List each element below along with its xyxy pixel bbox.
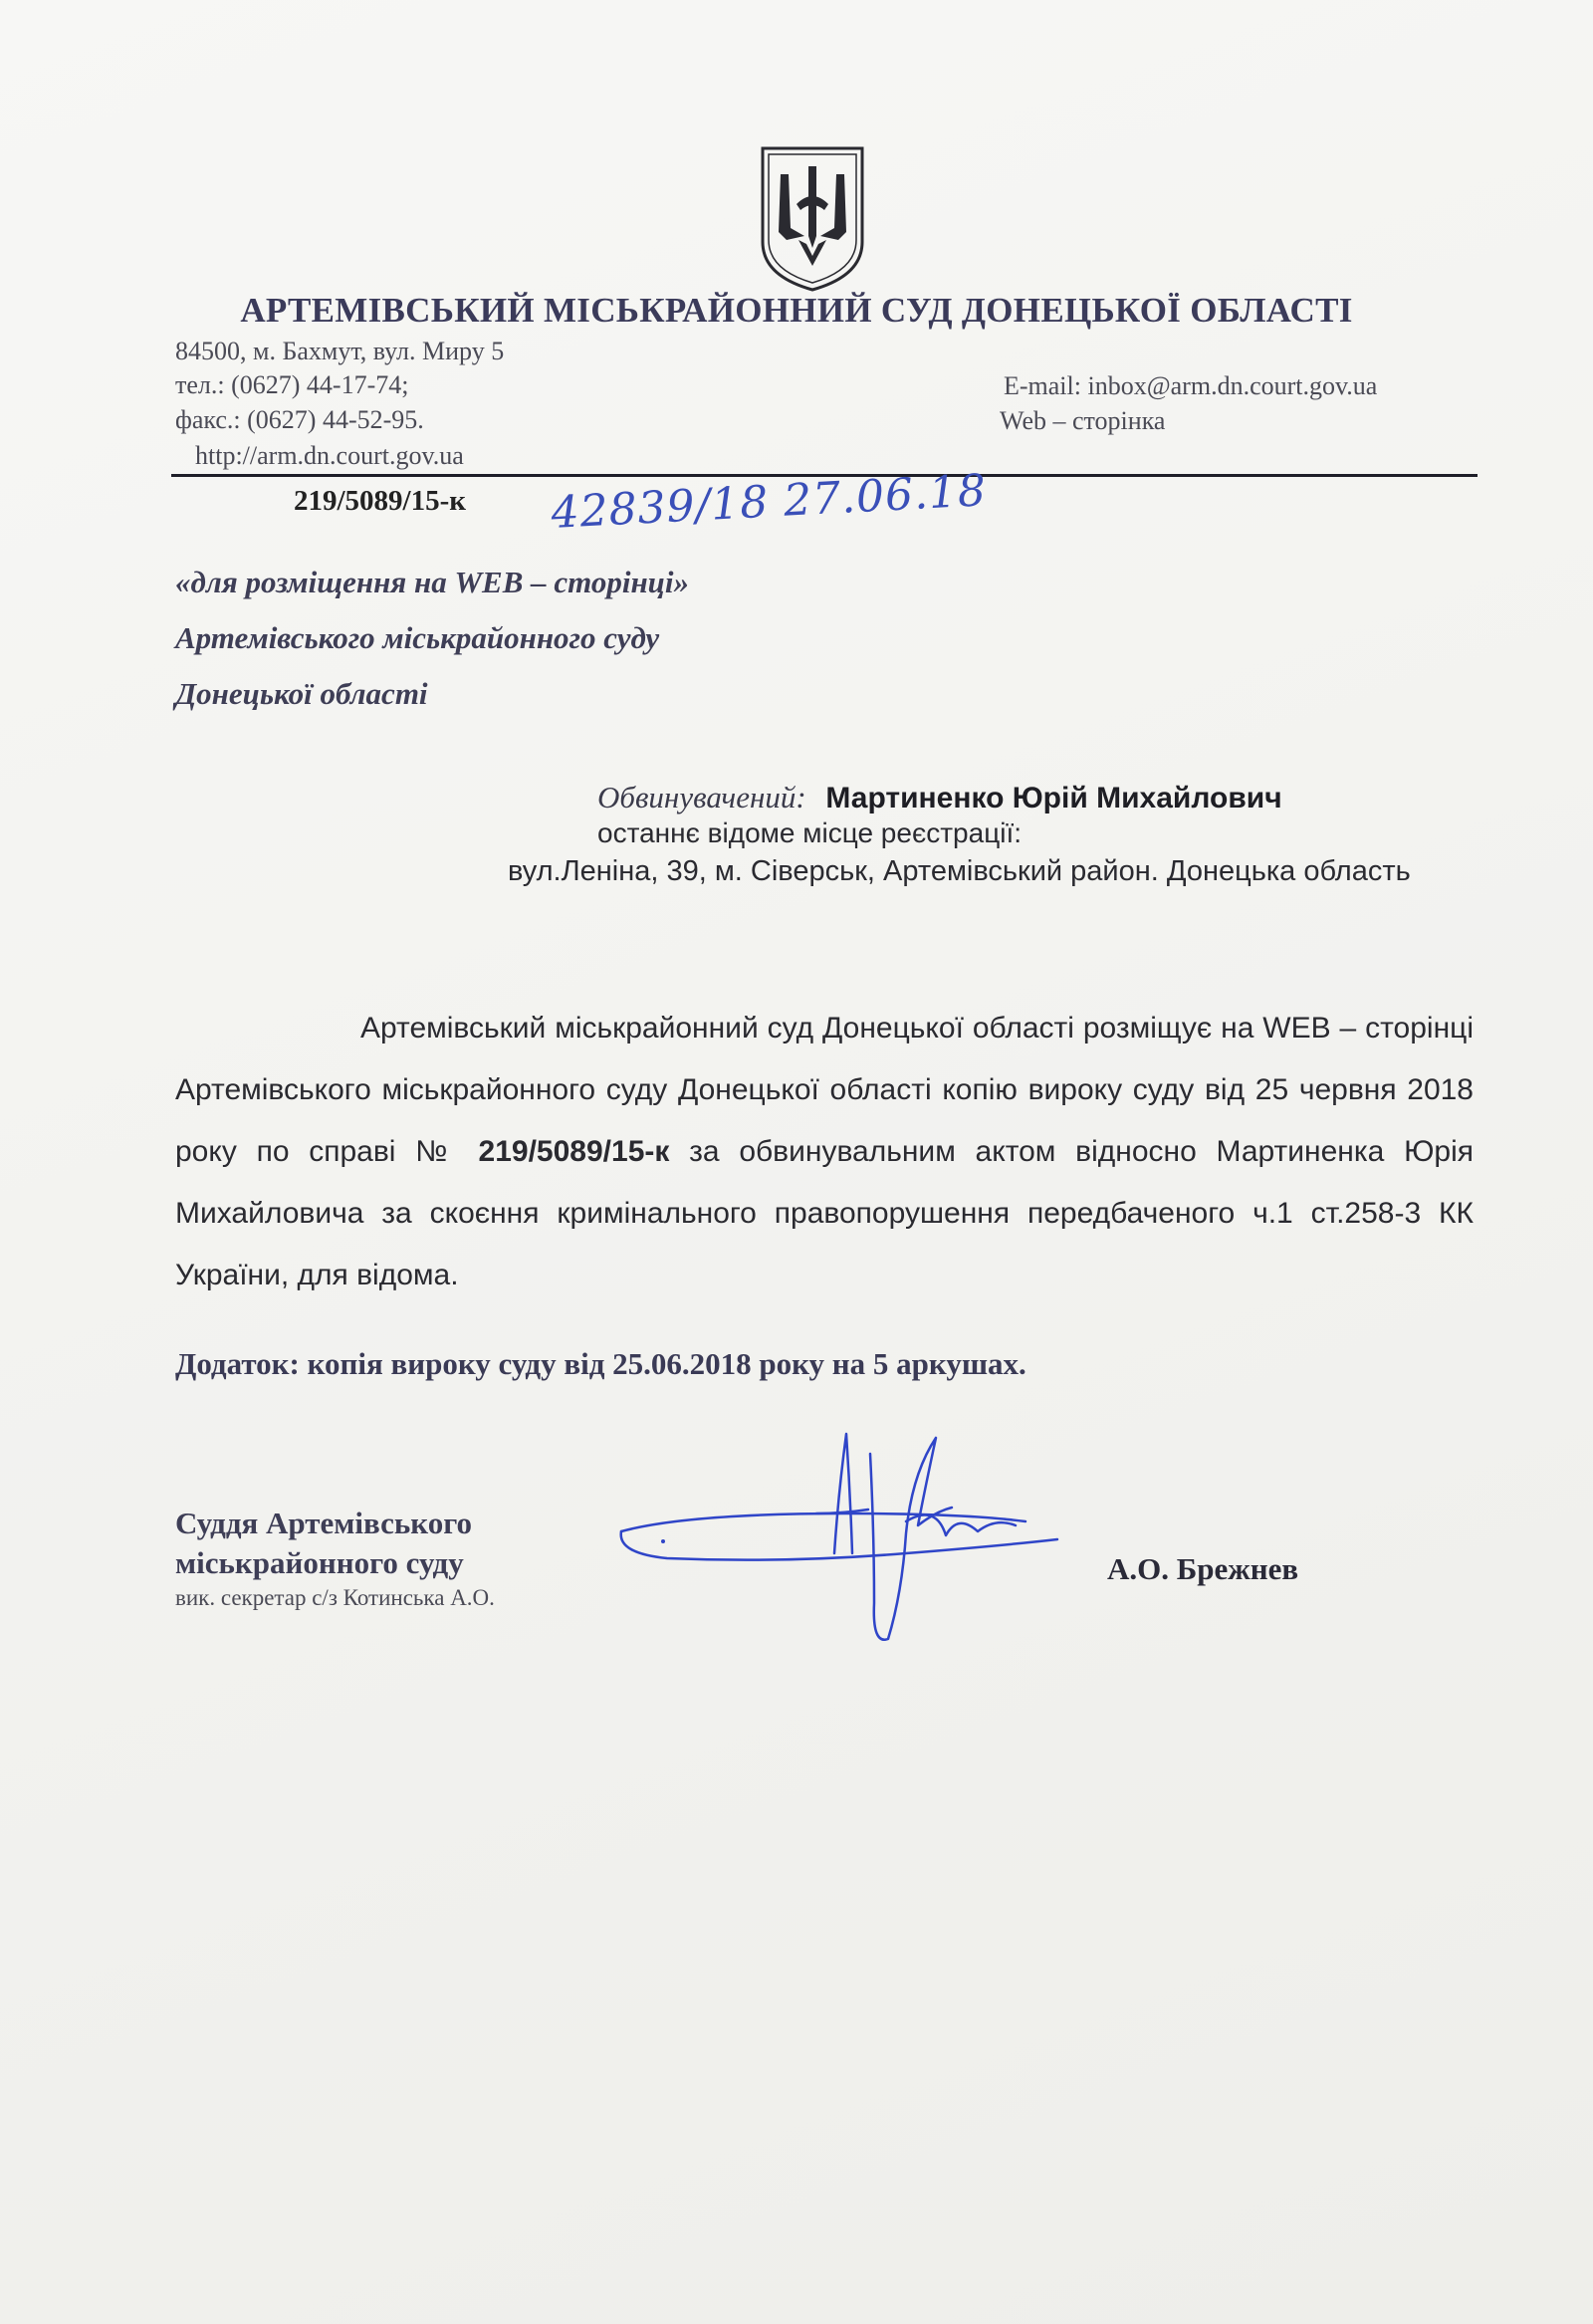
accused-label: Обвинувачений: (597, 780, 806, 814)
accused-line (597, 780, 1282, 815)
court-web-page-label: Web – сторінка (1000, 406, 1166, 435)
secretary-note: вик. секретар с/з Котинська А.О. (175, 1585, 495, 1610)
court-fax: факс.: (0627) 44-52-95. (175, 405, 424, 434)
judge-title-line-1: Суддя Артемівського (175, 1506, 473, 1540)
court-email: E-mail: inbox@arm.dn.court.gov.ua (1004, 371, 1378, 400)
addressee-line-1: «для розміщення на WEB – сторінці» (175, 565, 690, 599)
court-name-heading: АРТЕМІВСЬКИЙ МІСЬКРАЙОННИЙ СУД ДОНЕЦЬКОЇ ОБЛАСТІ (240, 291, 1353, 330)
court-website: http://arm.dn.court.gov.ua (195, 441, 464, 470)
addressee-line-2: Артемівського міськрайонного суду (175, 620, 660, 655)
court-address: 84500, м. Бахмут, вул. Миру 5 (175, 337, 505, 365)
body-text-part-2: за обвинувальним актом відносно Мартиненка Юрія Михайловича за скоєння кримінального правопорушення передбаченого ч.1 ст.258-3 КК України, для відома. (175, 1135, 1474, 1291)
accused-name: Мартиненко Юрій Михайлович (825, 782, 1282, 814)
residence-address: вул.Леніна, 39, м. Сіверськ, Артемівський район. Донецька область (508, 855, 1411, 887)
main-body-text (175, 998, 1474, 1306)
handwritten-signature (607, 1414, 1065, 1653)
handwritten-registration-number: 42839/18 27.06.18 (550, 465, 989, 539)
coat-of-arms-emblem (757, 144, 868, 294)
signer-name: А.О. Брежнев (1107, 1551, 1299, 1586)
judge-title-line-2: міськрайонного суду (175, 1545, 464, 1580)
body-case-number: 219/5089/15-к (478, 1135, 670, 1168)
case-number: 219/5089/15-к (294, 485, 466, 517)
court-phone: тел.: (0627) 44-17-74; (175, 370, 409, 399)
body-text-part-1: Артемівський міськрайонний суд Донецької області розміщує на WEB – сторінці Артемівського міськрайонного суду Донецької області копію вироку суду від 25 червня 2018 року по справі № (175, 1012, 1474, 1168)
annex-note: Додаток: копія вироку суду від 25.06.2018 року на 5 аркушах. (175, 1346, 1026, 1381)
addressee-line-3: Донецької області (175, 676, 428, 711)
residence-label: останнє відоме місце реєстрації: (597, 817, 1023, 848)
